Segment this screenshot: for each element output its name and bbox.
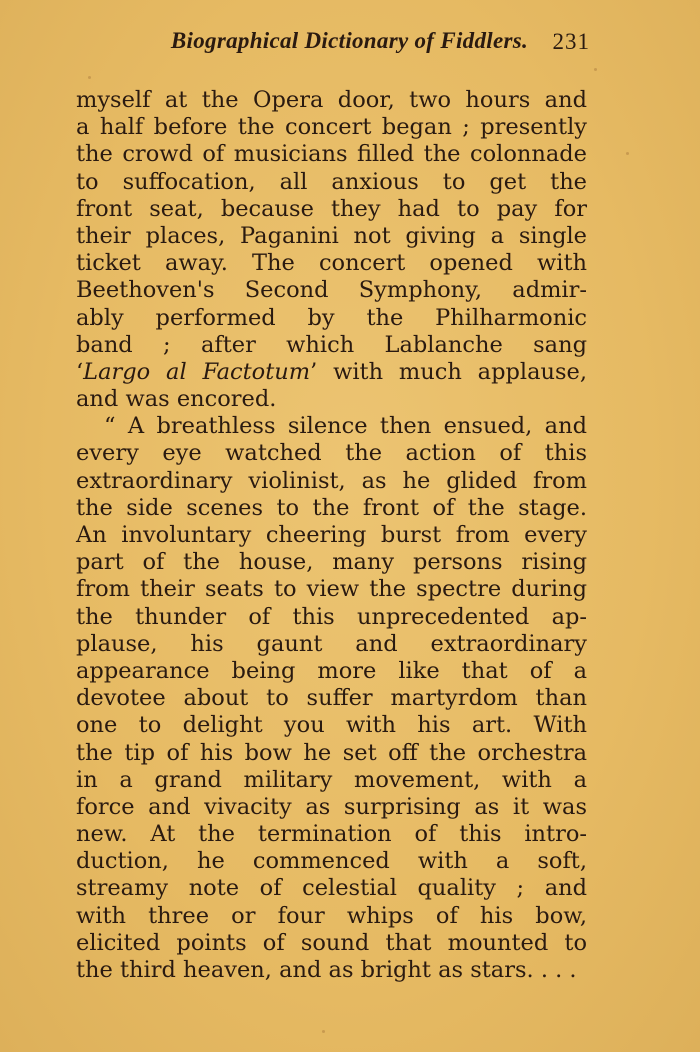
italic-title: Largo al Factotum [83, 358, 311, 385]
text-line: band ; after which Lablanche sang [76, 331, 587, 358]
text-line: devotee about to suffer martyrdom than [76, 685, 587, 712]
text-line: Beethoven's Second Symphony, admir- [76, 277, 587, 304]
text-line: from their seats to view the spectre during [76, 576, 587, 603]
text-line: the thunder of this unprecedented ap- [76, 603, 587, 630]
text-line: with three or four whips of his bow, [76, 902, 587, 929]
text-line: duction, he commenced with a soft, [76, 848, 587, 875]
text-line: every eye watched the action of this [76, 440, 587, 467]
text-line: streamy note of celestial quality ; and [76, 875, 587, 902]
text-segment: ‘ [76, 358, 84, 385]
text-line: “ A breathless silence then ensued, and [104, 413, 587, 440]
paper-speck [626, 152, 629, 155]
text-line: to suffocation, all anxious to get the [76, 168, 587, 195]
text-line: part of the house, many persons rising [76, 549, 587, 576]
text-line: the third heaven, and as bright as stars. . . . [76, 957, 577, 983]
text-line: their places, Paganini not giving a single [76, 222, 587, 249]
text-line: extraordinary violinist, as he glided from [76, 467, 587, 494]
paper-speck [594, 68, 597, 71]
text-segment: ’ with much applause, [310, 358, 588, 385]
running-title: Biographical Dictionary of Fiddlers. [170, 28, 528, 53]
text-line: new. At the termination of this intro- [76, 821, 587, 848]
text-line: the tip of his bow he set off the orchestra [76, 739, 587, 766]
text-line: in a grand military movement, with a [76, 766, 587, 793]
text-line: ably performed by the Philharmonic [76, 304, 587, 331]
page-number: 231 [552, 29, 590, 54]
text-line: ticket away. The concert opened with [76, 250, 587, 277]
text-line: elicited points of sound that mounted to [76, 929, 587, 956]
text-line: front seat, because they had to pay for [76, 195, 587, 222]
text-line: An involuntary cheering burst from every [76, 522, 587, 548]
text-line: and was encored. [76, 386, 277, 413]
text-line: the side scenes to the front of the stage. [76, 494, 587, 521]
text-line: myself at the Opera door, two hours and [76, 87, 587, 113]
text-line: one to delight you with his art. With [76, 712, 587, 739]
page-header [76, 28, 590, 62]
text-line: force and vivacity as surprising as it was [76, 793, 587, 820]
paper-speck [322, 1030, 325, 1033]
text-line [76, 359, 587, 386]
paper-speck [88, 76, 91, 79]
body-text [76, 87, 587, 984]
text-line: appearance being more like that of a [76, 657, 587, 684]
text-line: plause, his gaunt and extraordinary [76, 630, 587, 657]
text-line: a half before the concert began ; presently [76, 114, 587, 141]
text-line: the crowd of musicians filled the colonnade [76, 141, 587, 168]
